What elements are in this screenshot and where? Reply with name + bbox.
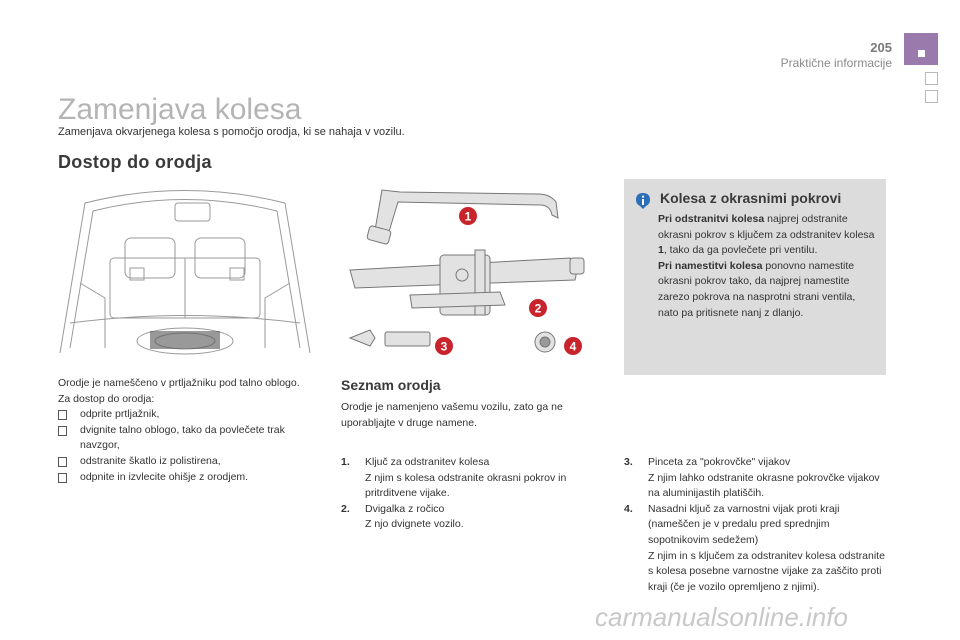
tool-item-2: 2. Dvigalka z ročico Z njo dvignete vozilo.: [341, 502, 464, 531]
intro-text: Orodje je nameščeno v prtljažniku pod talno oblogo.: [58, 377, 300, 389]
lead-text: Za dostop do orodja:: [58, 392, 155, 405]
chapter-tab-empty: [925, 90, 938, 103]
callout-3-label: 3: [440, 339, 448, 354]
chapter-tab-empty: [925, 72, 938, 85]
section-title: Praktične informacije: [780, 56, 892, 70]
list-item: odstranite škatlo iz polistirena,: [58, 454, 318, 470]
tools-heading: Seznam orodja: [341, 377, 441, 393]
watermark: carmanualsonline.info: [595, 602, 848, 632]
access-instructions: [58, 376, 318, 485]
tool-item-4: 4. Nasadni ključ za varnostni vijak proti kraji (nameščen je v predalu pred sprednjim sopotnikovim sedežem) Z njim in s ključem za odstranitev kolesa odstranite s kolesa posebne varnostne vijake za zaščito proti kraji (če je vozilo opremljeno z njimi).: [624, 502, 885, 593]
tools-list-left: [341, 455, 611, 533]
chapter-tab-active: [904, 33, 938, 65]
callout-3: [434, 336, 454, 356]
tool-item-3: 3. Pinceta za "pokrovčke" vijakov Z njim lahko odstranite okrasne pokrovčke vijakov na aluminijastih platiščih.: [624, 456, 880, 500]
info-paragraph-removal: Pri odstranitvi kolesa najprej odstranite okrasni pokrov s ključem za odstranitev kolesa 1, tako da ga povlečete pri ventilu.: [658, 213, 875, 257]
callout-1-label: 1: [464, 209, 472, 224]
chapter-tab-marker: [918, 50, 925, 57]
callout-4-label: 4: [569, 339, 577, 354]
page-subtitle: Zamenjava okvarjenega kolesa s pomočjo orodja, ki se nahaja v vozilu.: [58, 126, 405, 138]
info-box-title: Kolesa z okrasnimi pokrovi: [660, 190, 842, 206]
list-item: odprite prtljažnik,: [58, 407, 318, 423]
tools-list-right: [624, 455, 892, 595]
tool-item-1: 1. Ključ za odstranitev kolesa Z njim s kolesa odstranite okrasni pokrov in pritrditvene vijake.: [341, 456, 567, 500]
info-box-body: [658, 212, 878, 321]
tools-intro: Orodje je namenjeno vašemu vozilu, zato ga ne uporabljajte v druge namene.: [341, 401, 563, 429]
info-icon: [634, 192, 652, 210]
callout-2-label: 2: [534, 301, 542, 316]
info-paragraph-install: Pri namestitvi kolesa ponovno namestite okrasni pokrov tako, da najprej namestite zarezo pokrova na nasprotni strani ventila, nato pa pritisnete nanj z dlanjo.: [658, 259, 856, 319]
page-number: 205: [870, 40, 892, 55]
list-item: odpnite in izvlecite ohišje z orodjem.: [58, 470, 318, 486]
callout-2: [528, 298, 548, 318]
bullet-box-icon: [58, 426, 67, 436]
callout-1: [458, 206, 478, 226]
callout-4: [563, 336, 583, 356]
trunk-illustration: [55, 183, 315, 358]
bullet-box-icon: [58, 457, 67, 467]
list-item: dvignite talno oblogo, tako da povlečete trak navzgor,: [58, 423, 318, 454]
bullet-box-icon: [58, 410, 67, 420]
access-heading: Dostop do orodja: [58, 152, 212, 172]
bullet-box-icon: [58, 473, 67, 483]
page-title: Zamenjava kolesa: [58, 93, 302, 126]
